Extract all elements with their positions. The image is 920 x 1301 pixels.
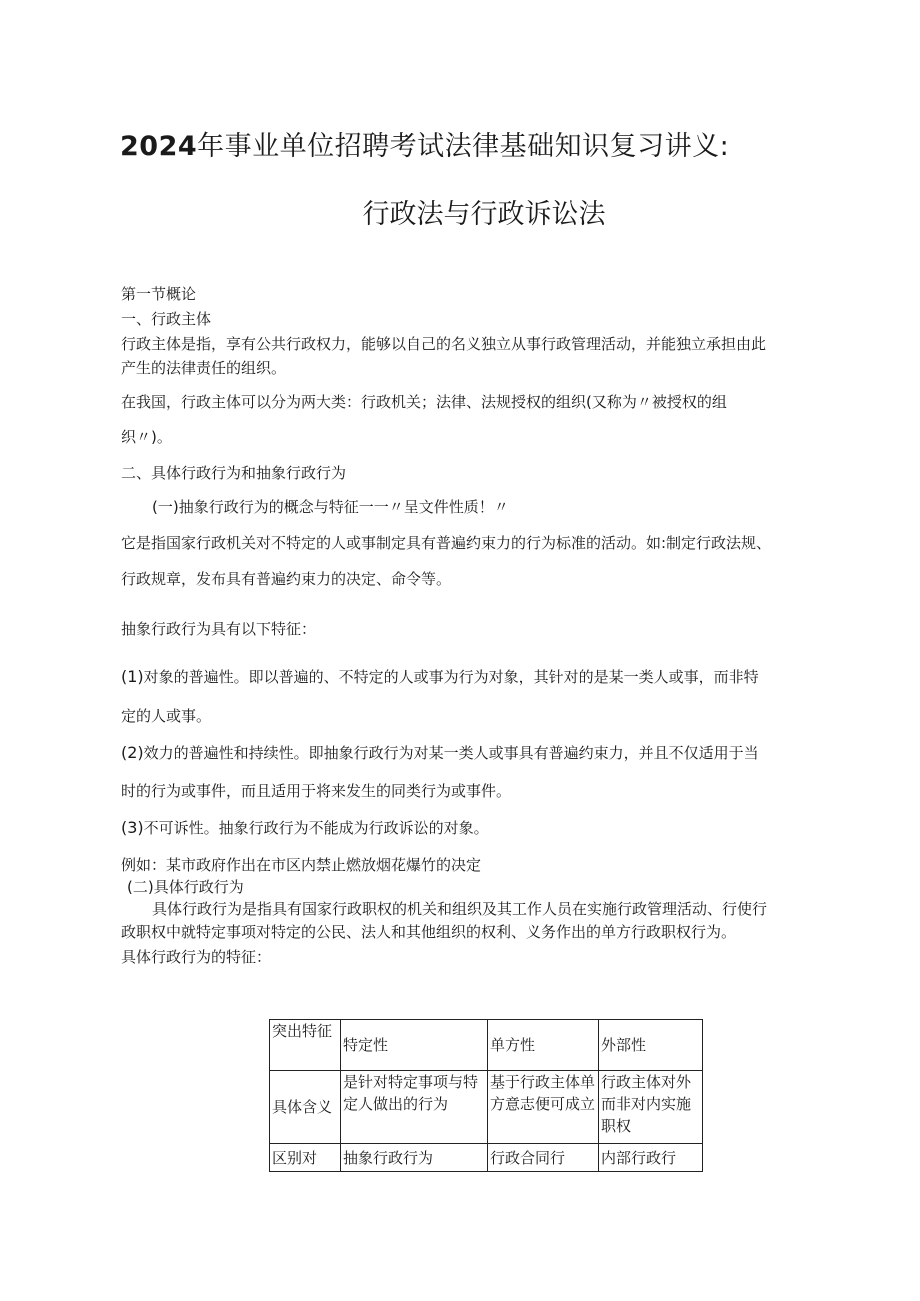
- paragraph-line: 政职权中就特定事项对特定的公民、法人和其他组织的权利、义务作出的单方行政职权行为。: [121, 923, 737, 941]
- subheading-abstract-act: (一)抽象行政行为的概念与特征一一〃呈文件性质！〃: [152, 498, 509, 516]
- table-cell: 单方性: [488, 1020, 599, 1071]
- paragraph-line: 织〃)。: [121, 428, 172, 446]
- table-row: [270, 1020, 703, 1071]
- table-row: [270, 1071, 703, 1144]
- document-title: 2024年事业单位招聘考试法律基础知识复习讲义:: [120, 131, 730, 162]
- list-item: (2)效力的普遍性和持续性。即抽象行政行为对某一类人或事具有普遍约束力，并且不仅适用于当: [121, 743, 759, 762]
- table-cell: 抽象行政行为: [341, 1144, 488, 1172]
- paragraph-line: 行政规章，发布具有普遍约束力的决定、命令等。: [121, 570, 452, 588]
- table-cell: 突出特征: [270, 1020, 341, 1071]
- paragraph-line: 产生的法律责任的组织。: [121, 359, 287, 377]
- features-table: [269, 1019, 703, 1172]
- document-subtitle: 行政法与行政诉讼法: [362, 199, 606, 230]
- paragraph-line: 抽象行政行为具有以下特征：: [121, 620, 317, 638]
- table-cell: 外部性: [599, 1020, 703, 1071]
- table-cell: 内部行政行: [599, 1144, 703, 1172]
- example-line: 例如：某市政府作出在市区内禁止燃放烟花爆竹的决定: [121, 856, 482, 874]
- list-item: (1)对象的普遍性。即以普遍的、不特定的人或事为行为对象，其针对的是某一类人或事，而非特: [121, 667, 759, 686]
- list-item-continuation: 时的行为或事件，而且适用于将来发生的同类行为或事件。: [121, 782, 512, 800]
- heading-administrative-subject: 一、行政主体: [121, 310, 212, 328]
- paragraph-line: 在我国，行政主体可以分为两大类：行政机关；法律、法规授权的组织(又称为〃被授权的组: [121, 393, 727, 411]
- table-cell: 行政主体对外而非对内实施职权: [599, 1071, 703, 1144]
- list-item: (3)不可诉性。抽象行政行为不能成为行政诉讼的对象。: [121, 818, 489, 837]
- list-item-continuation: 定的人或事。: [121, 707, 212, 725]
- paragraph-line: 具体行政行为是指具有国家行政职权的机关和组织及其工作人员在实施行政管理活动、行使行: [152, 900, 768, 918]
- paragraph-line: 它是指国家行政机关对不特定的人或事制定具有普遍约束力的行为标准的活动。如:制定行政法规、: [121, 534, 772, 552]
- table-cell: 具体含义: [270, 1071, 341, 1144]
- table-cell: 基于行政主体单方意志便可成立: [488, 1071, 599, 1144]
- table-cell: 特定性: [341, 1020, 488, 1071]
- paragraph-line: 具体行政行为的特征：: [121, 948, 272, 966]
- subheading-specific-act: (二)具体行政行为: [127, 878, 244, 896]
- table-cell: 是针对特定事项与特定人做出的行为: [341, 1071, 488, 1144]
- section-heading: 第一节概论: [121, 285, 197, 303]
- paragraph-line: 行政主体是指，享有公共行政权力，能够以自己的名义独立从事行政管理活动，并能独立承担由此: [121, 335, 767, 353]
- table-row: [270, 1144, 703, 1172]
- table-cell: 行政合同行: [488, 1144, 599, 1172]
- heading-administrative-acts: 二、具体行政行为和抽象行政行为: [121, 464, 347, 482]
- table-cell: 区别对: [270, 1144, 341, 1172]
